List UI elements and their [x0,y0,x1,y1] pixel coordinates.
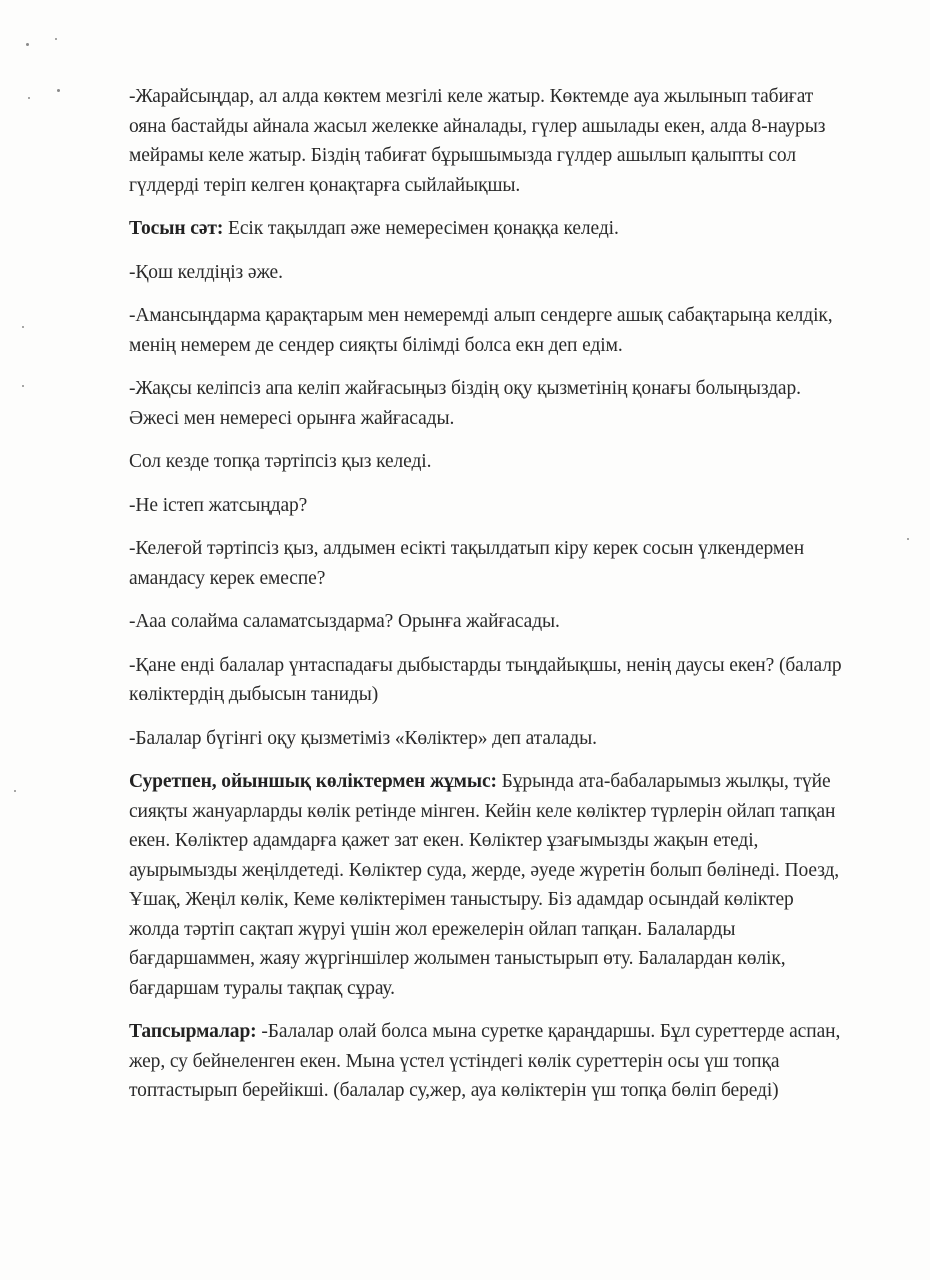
paragraph-text: -Жақсы келіпсіз апа келіп жайғасыңыз біздің оқу қызметінің қонағы болыңыздар. Әжесі мен немересі орынға жайғасады. [129,378,801,429]
scan-speck [55,38,57,40]
paragraph-dialogue [129,301,844,360]
paragraph-text: -Ааа солайма саламатсыздарма? Орынға жайғасады. [129,611,560,632]
paragraph-dialogue [129,724,844,754]
scan-speck [26,43,29,46]
paragraph-heading: Суретпен, ойыншық көліктермен жұмыс: [129,771,497,792]
paragraph-text: -Не істеп жатсыңдар? [129,494,308,516]
paragraph-dialogue [129,607,844,637]
paragraph-text: -Амансыңдарма қарақтарым мен немеремді алып сендерге ашық сабақтарыңа келдік, менің немерем де сендер сияқты білімді болса екн деп едім. [129,305,833,356]
paragraph-text: -Қош келдіңіз әже. [129,261,283,283]
paragraph-surprise-moment [129,214,844,244]
paragraph-narration [129,447,844,477]
paragraph-text: Есік тақылдап әже немересімен қонаққа келеді. [223,218,619,239]
document-body [129,82,844,1120]
paragraph-dialogue [129,258,844,288]
paragraph-text: -Балалар олай болса мына суретке қараңдаршы. Бұл суреттерде аспан, жер, су бейнеленген екен. Мына үстел үстіндегі көлік суреттерін осы үш топқа топтастырып берейікші. (балалар су,жер, ауа көліктерін үш топқа бөліп береді) [129,1021,841,1101]
paragraph-dialogue [129,374,844,433]
paragraph-text: -Келеғой тәртіпсіз қыз, алдымен есікті тақылдатып кіру керек сосын үлкендермен амандасу керек емеспе? [129,538,805,589]
scan-speck [22,326,24,328]
paragraph-intro [129,82,844,200]
paragraph-dialogue [129,491,844,521]
paragraph-text: Сол кезде топқа тәртіпсіз қыз келеді. [129,451,432,472]
paragraph-text: -Балалар бүгінгі оқу қызметіміз «Көліктер» деп аталады. [129,727,597,749]
scan-speck [907,538,909,540]
scan-speck [14,790,16,792]
paragraph-text: -Жарайсыңдар, ал алда көктем мезгілі келе жатыр. Көктемде ауа жылынып табиғат ояна бастайды айнала жасыл желекке айналады, гүлер ашылады екен, алда 8-наурыз мейрамы келе жатыр. Біздің табиғат бұрышымызда гүлдер ашылып қалыпты сол гүлдерді теріп келген қонақтарға сыйлайықшы. [129,86,826,196]
paragraph-dialogue [129,651,844,710]
paragraph-heading: Тапсырмалар: [129,1021,257,1042]
scan-speck [57,89,60,92]
paragraph-dialogue [129,534,844,593]
paragraph-text: -Қане енді балалар үнтаспадағы дыбыстарды тыңдайықшы, ненің даусы екен? (балалр көліктердің дыбысын таниды) [129,654,842,705]
paragraph-text: Бұрында ата-бабаларымыз жылқы, түйе сияқты жануарларды көлік ретінде мінген. Кейін келе көліктер түрлерін ойлап тапқан екен. Көліктер адамдарға қажет зат екен. Көліктер ұзағымызды жақын етеді, ауырымызды жеңілдетеді. Көліктер суда, жерде, әуеде жүретін болып бөлінеді. Поезд, Ұшақ, Жеңіл көлік, Кеме көліктерімен таныстыру. Біз адамдар осындай көліктер жолда тәртіп сақтап жүруі үшін жол ережелерін ойлап тапқан. Балаларды бағдаршаммен, жаяу жүргіншілер жолымен таныстырып өту. Балалардан көлік, бағдаршам туралы тақпақ сұрау. [129,771,840,999]
scan-speck [28,97,30,99]
paragraph-tasks [129,1017,844,1106]
scan-speck [22,385,24,387]
paragraph-heading: Тосын сәт: [129,218,224,239]
paragraph-vehicles-work [129,767,844,1003]
